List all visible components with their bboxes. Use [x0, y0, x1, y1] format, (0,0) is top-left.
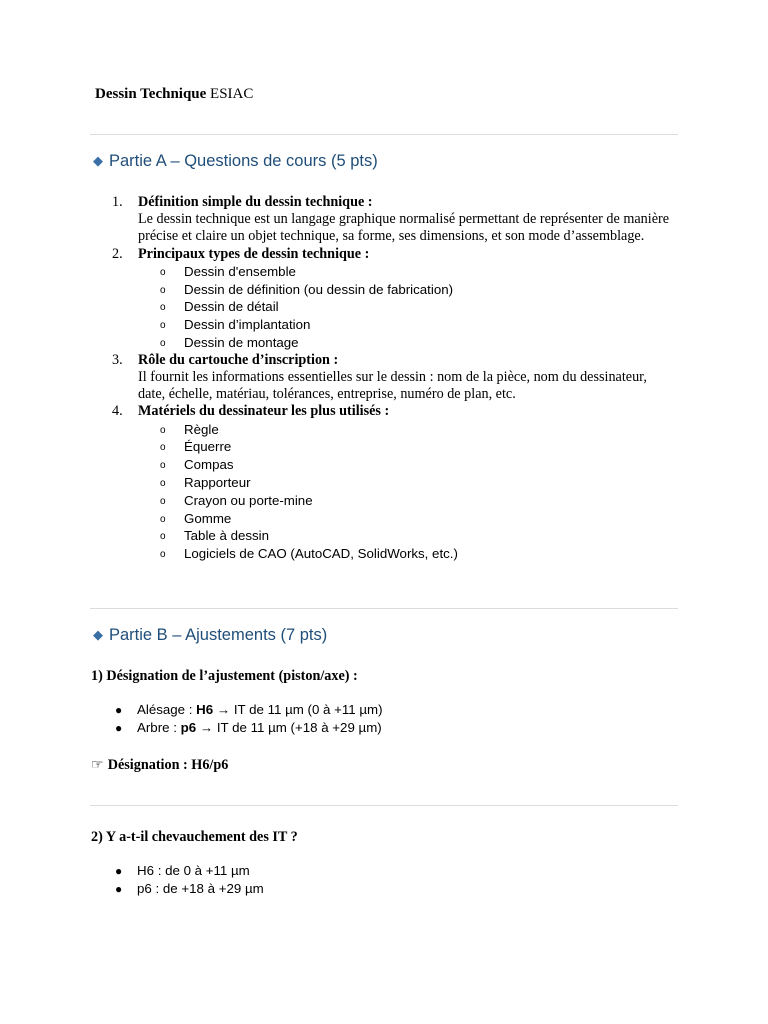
- sublist: [138, 421, 672, 563]
- list-item: ● p6 : de +18 à +29 µm: [115, 881, 264, 896]
- sublist-item: o Dessin de montage: [138, 334, 672, 352]
- diamond-icon: ◆: [93, 153, 103, 168]
- diamond-icon: ◆: [93, 627, 103, 642]
- section-title-partie-b: [93, 626, 327, 645]
- sublist-item: o Gomme: [138, 510, 672, 528]
- partie-a-question-list: [112, 194, 672, 563]
- list-item: ● Arbre : p6 → IT de 11 µm (+18 à +29 µm): [115, 720, 382, 735]
- pointing-hand-icon: ☞: [91, 757, 104, 773]
- sublist-item: o Règle: [138, 421, 672, 439]
- document-header: [95, 86, 253, 103]
- section-title-text: Partie B – Ajustements (7 pts): [109, 626, 328, 644]
- item-number: 1.: [112, 194, 123, 210]
- question-2-bullets: [115, 862, 264, 898]
- circle-bullet-icon: o: [160, 513, 166, 525]
- sublist-item: o Compas: [138, 456, 672, 474]
- sublist-item: o Dessin d’implantation: [138, 316, 672, 334]
- circle-bullet-icon: o: [160, 442, 166, 454]
- sublist-item: o Dessin d'ensemble: [138, 263, 672, 281]
- divider: [90, 805, 678, 806]
- circle-bullet-icon: o: [160, 302, 166, 314]
- question-1-title: 1) Désignation de l’ajustement (piston/axe) :: [91, 668, 358, 684]
- section-title-text: Partie A – Questions de cours (5 pts): [109, 152, 378, 170]
- list-item: [112, 352, 672, 404]
- item-title: Rôle du cartouche d’inscription :: [138, 351, 339, 368]
- header-title-bold: Dessin Technique: [95, 86, 207, 102]
- bullet-icon: ●: [115, 882, 123, 896]
- circle-bullet-icon: o: [160, 424, 166, 436]
- bullet-icon: ●: [115, 864, 123, 878]
- item-number: 3.: [112, 351, 123, 368]
- list-item: ● Alésage : H6 → IT de 11 µm (0 à +11 µm): [115, 702, 383, 717]
- item-number: 4.: [112, 403, 123, 420]
- header-title-rest: ESIAC: [210, 86, 254, 102]
- circle-bullet-icon: o: [160, 495, 166, 507]
- item-text: Le dessin technique est un langage graphique normalisé permettant de représenter de manière précise et claire un objet technique, sa forme, ses dimensions, et son mode d’assemblage.: [138, 211, 670, 245]
- sublist-item: o Crayon ou porte-mine: [138, 492, 672, 510]
- circle-bullet-icon: o: [160, 320, 166, 332]
- divider: [90, 134, 678, 135]
- list-item: [112, 403, 672, 563]
- circle-bullet-icon: o: [160, 284, 166, 296]
- sublist-item: o Dessin de définition (ou dessin de fabrication): [138, 281, 672, 299]
- item-title: Principaux types de dessin technique :: [138, 245, 370, 262]
- question-1-bullets: [115, 701, 383, 737]
- section-title-partie-a: [93, 152, 378, 171]
- question-2-title: 2) Y a-t-il chevauchement des IT ?: [91, 829, 298, 845]
- list-item: [112, 246, 672, 352]
- list-item: [112, 194, 672, 246]
- item-title: Définition simple du dessin technique :: [138, 194, 373, 210]
- designation-text: Désignation : H6/p6: [107, 757, 229, 773]
- circle-bullet-icon: o: [160, 531, 166, 543]
- item-number: 2.: [112, 245, 123, 262]
- circle-bullet-icon: o: [160, 460, 166, 472]
- sublist-item: o Logiciels de CAO (AutoCAD, SolidWorks, etc.): [138, 545, 672, 563]
- sublist-item: o Équerre: [138, 438, 672, 456]
- divider: [90, 608, 678, 609]
- sublist-item: o Dessin de détail: [138, 298, 672, 316]
- circle-bullet-icon: o: [160, 549, 166, 561]
- circle-bullet-icon: o: [160, 266, 166, 278]
- item-title: Matériels du dessinateur les plus utilisés :: [138, 403, 390, 420]
- circle-bullet-icon: o: [160, 478, 166, 489]
- bullet-icon: ●: [115, 721, 123, 735]
- designation-line: [91, 757, 228, 774]
- sublist: [138, 263, 672, 352]
- bullet-icon: ●: [115, 703, 123, 717]
- sublist-item: o Table à dessin: [138, 527, 672, 545]
- sublist-item: o Rapporteur: [138, 474, 672, 492]
- item-text: Il fournit les informations essentielles sur le dessin : nom de la pièce, nom du dessinateur, date, échelle, matériau, tolérances, entreprise, numéro de plan, etc.: [138, 369, 647, 403]
- list-item: ● H6 : de 0 à +11 µm: [115, 863, 250, 878]
- circle-bullet-icon: o: [160, 338, 166, 349]
